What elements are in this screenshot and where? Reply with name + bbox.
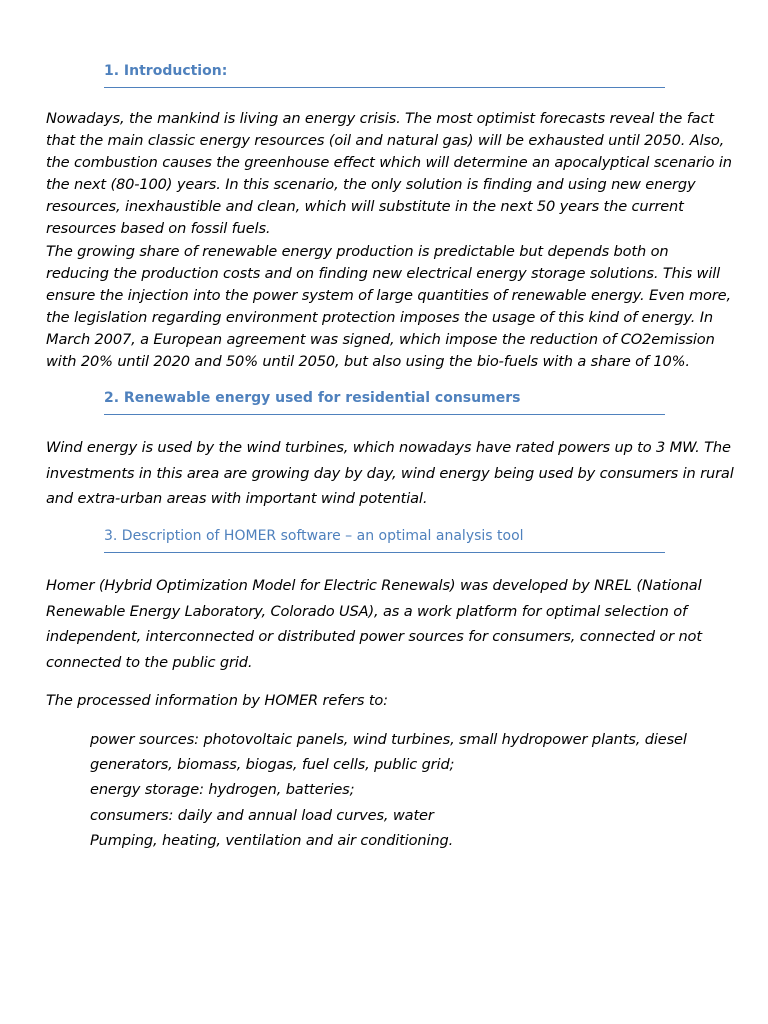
- text-line: independent, interconnected or distributed power sources for consumers, connected or not: [46, 628, 702, 646]
- list-item: power sources: photovoltaic panels, wind turbines, small hydropower plants, diesel: [90, 731, 687, 748]
- text-line: Renewable Energy Laboratory, Colorado USA), as a work platform for optimal selection of: [46, 602, 687, 620]
- text-line: The processed information by HOMER refers to:: [46, 692, 388, 709]
- section-heading-homer-software: 3. Description of HOMER software – an optimal analysis tool: [104, 526, 665, 553]
- text-line: The growing share of renewable energy production is predictable but depends both on: [46, 242, 669, 260]
- text-line: connected to the public grid.: [46, 653, 253, 671]
- list-item: energy storage: hydrogen, batteries;: [90, 781, 355, 799]
- homer-processed-info-list: [90, 727, 730, 853]
- text-line: Wind energy is used by the wind turbines, which nowadays have rated powers up to 3 MW. The: [46, 439, 731, 456]
- homer-processed-info-intro: [46, 688, 736, 714]
- text-line: the legislation regarding environment protection imposes the usage of this kind of energy. In: [46, 308, 713, 326]
- text-line: reducing the production costs and on finding new electrical energy storage solutions. This will: [46, 264, 721, 282]
- text-line: ensure the injection into the power system of large quantities of renewable energy. Even more,: [46, 286, 731, 304]
- section-heading-renewable-energy: 2. Renewable energy used for residential consumers: [104, 388, 665, 415]
- text-line: resources, inexhaustible and clean, which will substitute in the next 50 years the current: [46, 198, 684, 216]
- text-line: the next (80-100) years. In this scenario, the only solution is finding and using new energy: [46, 176, 696, 194]
- text-line: investments in this area are growing day by day, wind energy being used by consumers in rural: [46, 464, 734, 482]
- list-item: consumers: daily and annual load curves, water: [90, 806, 434, 824]
- text-line: and extra-urban areas with important wind potential.: [46, 490, 428, 508]
- section-heading-introduction: 1. Introduction:: [104, 61, 665, 88]
- text-line: March 2007, a European agreement was signed, which impose the reduction of CO2emission: [46, 330, 715, 348]
- homer-description-paragraph: [46, 573, 736, 675]
- introduction-paragraph: [46, 108, 736, 373]
- text-line: resources based on fossil fuels.: [46, 220, 271, 238]
- list-item: Pumping, heating, ventilation and air conditioning.: [90, 831, 454, 849]
- text-line: that the main classic energy resources (oil and natural gas) will be exhausted until 2050. Also,: [46, 132, 725, 150]
- text-line: the combustion causes the greenhouse effect which will determine an apocalyptical scenario in: [46, 154, 732, 172]
- renewable-energy-paragraph: [46, 435, 736, 512]
- text-line: with 20% until 2020 and 50% until 2050, but also using the bio-fuels with a share of 10%.: [46, 353, 690, 371]
- text-line: Nowadays, the mankind is living an energy crisis. The most optimist forecasts reveal the fact: [46, 110, 714, 127]
- list-item: generators, biomass, biogas, fuel cells, public grid;: [90, 756, 455, 774]
- text-line: Homer (Hybrid Optimization Model for Electric Renewals) was developed by NREL (National: [46, 577, 702, 594]
